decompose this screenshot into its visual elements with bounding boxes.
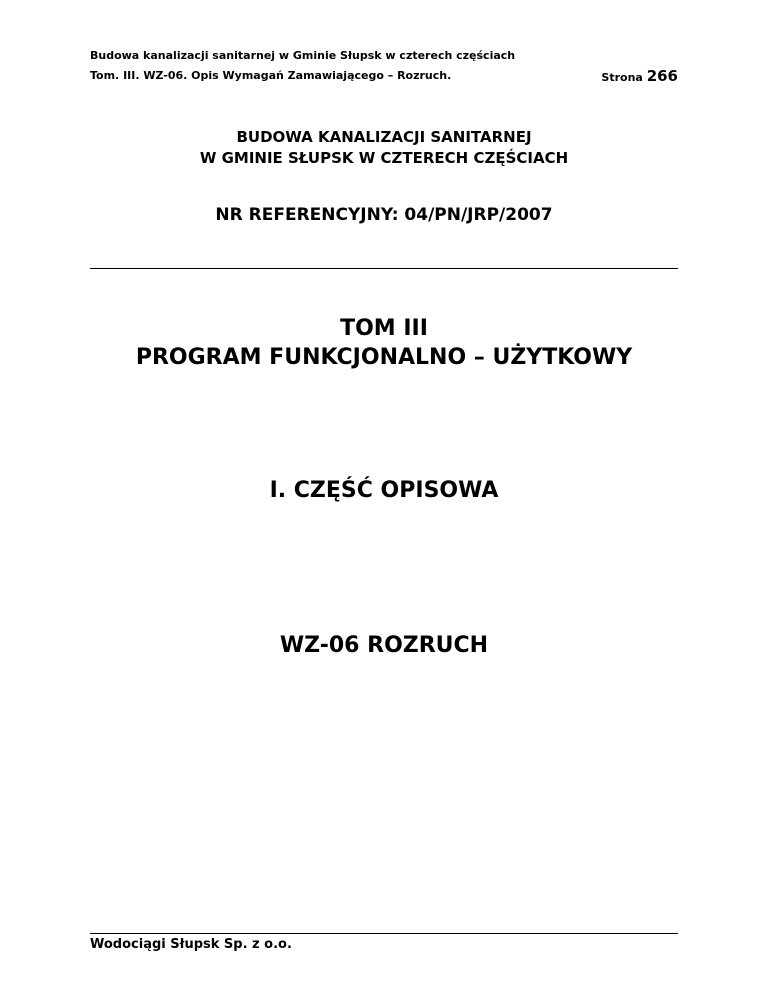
document-title-line-1: BUDOWA KANALIZACJI SANITARNEJ [236,128,532,146]
part-title: I. CZĘŚĆ OPISOWA [269,478,499,503]
divider-line [90,268,678,269]
header-volume-title: Tom. III. WZ-06. Opis Wymagań Zamawiającego – Rozruch. [90,69,452,82]
volume-number: TOM III [340,316,428,341]
document-title [0,127,768,169]
footer-divider-line [90,933,678,934]
document-title-line-2: W GMINIE SŁUPSK W CZTERECH CZĘŚCIACH [199,149,569,167]
page-number-block [601,66,678,88]
page-label: Strona [601,71,643,84]
volume-title [0,314,768,372]
page-header [90,46,678,86]
page-number: 266 [646,67,678,85]
header-project-title: Budowa kanalizacji sanitarnej w Gminie Słupsk w czterech częściach [90,49,516,62]
page-footer: Wodociągi Słupsk Sp. z o.o. [90,937,292,952]
volume-name: PROGRAM FUNKCJONALNO – UŻYTKOWY [135,345,633,370]
reference-number: NR REFERENCYJNY: 04/PN/JRP/2007 [215,205,553,225]
section-title: WZ-06 ROZRUCH [279,633,489,658]
